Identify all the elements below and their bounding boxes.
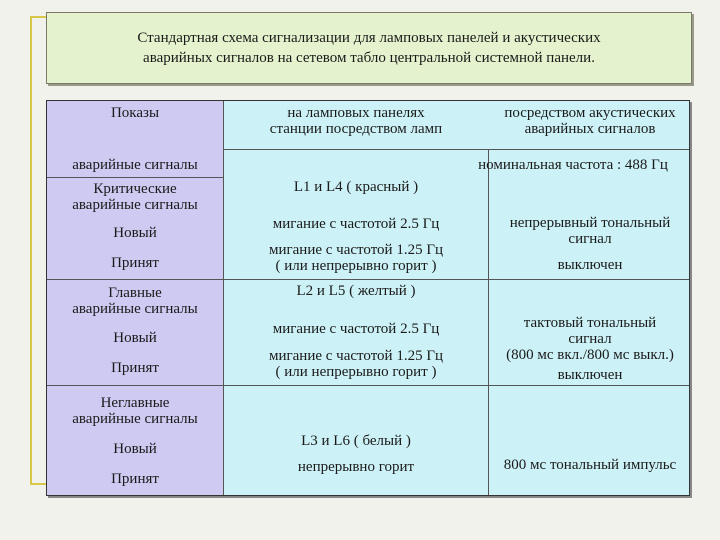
major-label <box>47 285 223 317</box>
title-line-1: Стандартная схема сигнализации для ламповых панелей и акустических <box>137 30 601 46</box>
minor-label-line-1: Неглавные <box>100 395 170 411</box>
critical-sound <box>489 215 690 247</box>
header-indications: Показы <box>110 105 160 121</box>
header-lamp-line-2: станции посредством ламп <box>269 121 443 137</box>
major-accepted-lamp-line-1: мигание с частотой 1.25 Гц <box>268 348 444 364</box>
row-divider <box>224 149 689 150</box>
critical-sound-off: выключен <box>557 257 623 273</box>
critical-sound-line-2: сигнал <box>568 231 612 247</box>
major-sound-off: выключен <box>557 367 623 383</box>
major-sound-line-2: сигнал <box>568 331 612 347</box>
major-label-line-1: Главные <box>108 285 162 301</box>
critical-new-lamp: мигание с частотой 2.5 Гц <box>272 216 440 232</box>
critical-lamps: L1 и L4 ( красный ) <box>293 179 419 195</box>
minor-new-label: Новый <box>113 441 157 457</box>
major-accepted-lamp-line-2: ( или непрерывно горит ) <box>275 364 437 380</box>
critical-accepted-lamp-line-2: ( или непрерывно горит ) <box>275 258 437 274</box>
header-acoustic-line-1: посредством акустических <box>504 105 676 121</box>
row-divider <box>47 177 224 178</box>
critical-accepted-label: Принят <box>111 255 159 271</box>
minor-label <box>47 395 223 427</box>
major-sound <box>489 315 690 363</box>
header-acoustic <box>489 105 690 137</box>
decor-line-left <box>30 16 32 484</box>
row-divider <box>47 385 689 386</box>
header-lamp-line-1: на ламповых панелях <box>287 105 425 121</box>
major-accepted-label: Принят <box>111 360 159 376</box>
major-lamps: L2 и L5 ( желтый ) <box>296 283 416 299</box>
title-line-2: аварийных сигналов на сетевом табло центральной системной панели. <box>143 50 595 66</box>
major-sound-line-3: (800 мс вкл./800 мс выкл.) <box>506 347 674 363</box>
minor-lamps: L3 и L6 ( белый ) <box>301 433 411 449</box>
minor-label-line-2: аварийные сигналы <box>72 411 198 427</box>
header-lamp-panels <box>224 105 488 137</box>
critical-label <box>47 181 223 213</box>
header-acoustic-line-2: аварийных сигналов <box>524 121 656 137</box>
alarms-label: аварийные сигналы <box>72 157 198 173</box>
row-divider <box>47 279 689 280</box>
major-new-lamp: мигание с частотой 2.5 Гц <box>272 321 440 337</box>
critical-sound-line-1: непрерывный тональный <box>509 215 671 231</box>
title-box <box>46 12 692 84</box>
minor-lamp-state: непрерывно горит <box>297 459 415 475</box>
nominal-frequency: номинальная частота : 488 Гц <box>478 157 668 173</box>
major-label-line-2: аварийные сигналы <box>72 301 198 317</box>
critical-label-line-2: аварийные сигналы <box>72 197 198 213</box>
major-accepted-lamp <box>224 348 488 380</box>
critical-label-line-1: Критические <box>93 181 177 197</box>
critical-accepted-lamp <box>224 242 488 274</box>
critical-accepted-lamp-line-1: мигание с частотой 1.25 Гц <box>268 242 444 258</box>
major-new-label: Новый <box>113 330 157 346</box>
signal-table <box>46 100 690 496</box>
minor-sound: 800 мс тональный импульс <box>503 457 677 473</box>
page-title <box>137 28 600 68</box>
major-sound-line-1: тактовый тональный <box>523 315 657 331</box>
minor-accepted-label: Принят <box>111 471 159 487</box>
critical-new-label: Новый <box>113 225 157 241</box>
